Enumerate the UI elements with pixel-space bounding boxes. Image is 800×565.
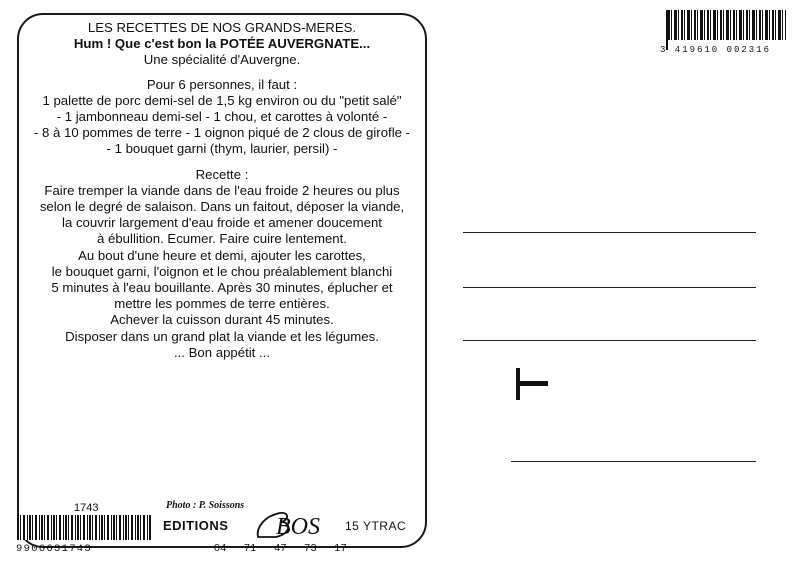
method-line: la couvrir largement d'eau froide et amener doucement xyxy=(62,215,382,231)
barcode-top-number: 3 419610 002316 xyxy=(660,45,772,55)
barcode-top xyxy=(668,10,786,40)
location-label: 15 YTRAC xyxy=(345,519,407,533)
barcode-bottom-number: 9906631743 xyxy=(16,543,93,555)
address-line xyxy=(511,461,756,462)
recipe-text xyxy=(22,20,422,361)
phone-number: 04 71 47 73 17 xyxy=(214,542,348,554)
ingredient-line: - 1 bouquet garni (thym, laurier, persil) - xyxy=(106,141,338,157)
ingredient-line: 1 palette de porc demi-sel de 1,5 kg environ ou du "petit salé" xyxy=(42,92,402,108)
method-line: Disposer dans un grand plat la viande et les légumes. xyxy=(65,328,379,344)
method-heading: Recette : xyxy=(195,166,249,182)
address-line xyxy=(463,340,756,341)
address-line xyxy=(463,287,756,288)
svg-text:BOS: BOS xyxy=(276,514,320,540)
address-line xyxy=(463,232,756,233)
method-line: selon le degré de salaison. Dans un faitout, déposer la viande, xyxy=(39,199,405,215)
t-stamp-mark-icon xyxy=(516,368,548,400)
ingredient-line: - 8 à 10 pommes de terre - 1 oignon piqué de 2 clous de girofle - xyxy=(33,125,411,141)
method-line: le bouquet garni, l'oignon et le chou préalablement blanchi xyxy=(51,263,393,279)
method-line: Achever la cuisson durant 45 minutes. xyxy=(110,312,334,328)
method-line: à ébullition. Ecumer. Faire cuire lentement. xyxy=(97,231,347,247)
recipe-title: Hum ! Que c'est bon la POTÉE AUVERGNATE... xyxy=(73,36,371,52)
method-line: 5 minutes à l'eau bouillante. Après 30 minutes, éplucher et xyxy=(51,280,393,296)
photo-credit: Photo : P. Soissons xyxy=(166,500,245,511)
bos-logo xyxy=(254,510,338,540)
series-title: LES RECETTES DE NOS GRANDS-MERES. xyxy=(87,20,357,35)
closing-line: ... Bon appétit ... xyxy=(173,344,271,360)
ingredients-intro: Pour 6 personnes, il faut : xyxy=(146,76,298,92)
method-line: Au bout d'une heure et demi, ajouter les carottes, xyxy=(78,247,366,263)
method-line: mettre les pommes de terre entières. xyxy=(114,296,330,312)
barcode-bottom xyxy=(17,515,151,540)
recipe-subtitle: Une spécialité d'Auvergne. xyxy=(143,52,301,68)
card-code: 1743 xyxy=(74,502,99,514)
method-line: Faire tremper la viande dans de l'eau froide 2 heures ou plus xyxy=(44,182,400,198)
ingredient-line: - 1 jambonneau demi-sel - 1 chou, et carottes à volonté - xyxy=(56,109,388,125)
editions-label: EDITIONS xyxy=(163,518,229,533)
